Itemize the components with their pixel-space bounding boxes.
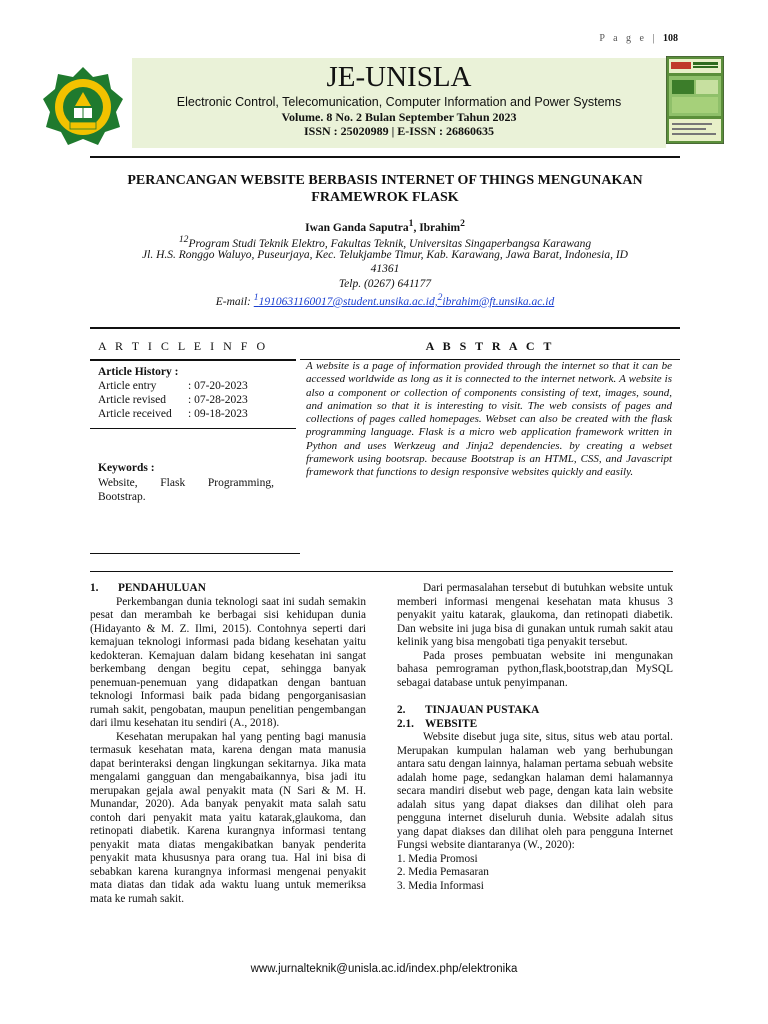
paragraph: Website disebut juga site, situs, situs web atau portal. Merupakan kumpulan halaman web yang berhubungan antara satu dengan lainnya, halaman pertama sebuah website adalah home page, sedangkan halaman demi halamannya secara mandiri disebut web page, dengan kata lain website adalah situs yang dapat diakses dan dilihat oleh para pengguna internet diseluruh dunia. Website adalah situs yang dapat diakses dan dilihat oleh para pengguna Internet Fungsi website diantaranya (W., 2020): — [397, 731, 673, 851]
history-row: Article revised : 07-28-2023 — [98, 394, 248, 406]
author-name: , Ibrahim — [413, 221, 461, 234]
journal-subtitle: Electronic Control, Telecomunication, Computer Information and Power Systems — [176, 95, 622, 109]
history-row: Article received : 09-18-2023 — [98, 408, 248, 420]
email-link-2[interactable]: $^2$ibrahim@ft.unsika.ac.id — [437, 292, 555, 308]
page-label: P a g e — [599, 33, 647, 44]
university-logo-icon — [42, 66, 124, 148]
keywords-divider — [90, 553, 300, 554]
paper-authors — [90, 218, 680, 234]
list-item: 3. Media Informasi — [397, 879, 484, 892]
body-divider — [90, 571, 673, 572]
journal-issn: ISSN : 25020989 | E-ISSN : 26860635 — [303, 124, 494, 138]
address-line: Jl. H.S. Ronggo Waluyo, Puseurjaya, Kec. Telukjambe Timur, Kab. Karawang, Jawa Barat, Indonesia, ID 41361 — [142, 249, 628, 275]
body-column-right — [397, 582, 673, 893]
journal-cover-icon — [666, 56, 724, 144]
page-number: P a g e | 108 — [599, 33, 678, 44]
list-item: 1. Media Promosi — [397, 852, 478, 865]
paragraph: Dari permasalahan tersebut di butuhkan website untuk memberi informasi mengenai kesehatan mata khusus 3 penyakit yaitu katarak, glaukoma, dan retinopati diabetik. Dan website ini juga bisa di gunakan untuk rumah sakit atau kelinik yang bisa mengobati tiga penyakit tersebut. — [397, 582, 673, 648]
email-line — [90, 292, 680, 308]
article-info-heading: A R T I C L E I N F O — [98, 339, 269, 353]
footer-url[interactable]: www.jurnalteknik@unisla.ac.id/index.php/elektronika — [250, 963, 518, 975]
list-item: 2. Media Pemasaran — [397, 866, 489, 878]
header-divider — [90, 156, 680, 158]
paragraph: Kesehatan merupakan hal yang penting bagi manusia termasuk kesehatan mata, karena dengan mata manusia dapat berinteraksi dengan lingkungan sekitarnya. Jika mata mengalami gangguan dan mengabaikannya, bisa jadi itu merupakan gejala awal penyakit mata (N Sari & M. H. Munandar, 2020). Ada banyak penyakit mata salah satu contoh dari penyakit mata yaitu katarak,glaukoma, dan retinopati diabetik. Karena kurangnya informasi tentang penyakit mata diatas mengakibatkan banyak penderita penyakit mata khususnya para orang tua. Hal ini bisa di sebabkan karena kurangnya informasi mengenai penyakit mata diatas dan tidak ada waktu luang untuk memeriksa mata ke rumah sakit. — [90, 730, 366, 905]
section-heading: 2. TINJAUAN PUSTAKA — [397, 704, 540, 716]
email-link-1[interactable]: $^1$1910631160017@student.unsika.ac.id, — [253, 292, 438, 308]
abstract-text: A website is a page of information provided through the internet so that it can be accessed worldwide as long as it is connected to the internet network. A website is also a component or collection of components consisting of text, images, sound, and animation so that it is interesting to visit. The web consists of pages and collections of pages called homepages. Webset can also be created with the flask programming language. Flask is a micro web application framework written in Python and uses Werkzeug and Jinja2 dependencies. by creating a webset framework using bootsrap. because Bootstrap is an HTML, CSS, and Javascript framework that functions to design responsive websites quickly and easily. — [306, 360, 672, 479]
journal-volume: Volume. 8 No. 2 Bulan September Tahun 2023 — [281, 110, 517, 124]
section-heading: 1. PENDAHULUAN — [90, 582, 206, 594]
subsection-heading: 2.1. WEBSITE — [397, 717, 478, 730]
paragraph: Perkembangan dunia teknologi saat ini sudah semakin pesat dan merambah ke berbagai sisi kehidupan dunia (Hidayanto & M. Z. Ilmi, 2015). Contohnya seperti dari kemajuan teknologi informasi pada bidang kesehatan yaitu kedokteran. Kemajuan dalam bidang kesehatan ini sangat berkembang dengan begitu cepat, sehingga banyak penemuan-penemuan yang didapatkan dengan bantuan teknologi Informasi baik pada bidang pengorganisasian rumah sakit, pengobatan, maupun penelitian pengembangan dari ilmu kesehatan itu sendiri (A., 2018). — [90, 595, 366, 729]
abstract-heading: A B S T R A C T — [425, 339, 555, 353]
journal-title: JE-UNISLA — [326, 61, 472, 93]
keywords-title: Keywords : — [98, 462, 155, 474]
page-number-value: 108 — [663, 33, 678, 44]
paper-title: PERANCANGAN WEBSITE BERBASIS INTERNET OF THINGS MENGUNAKAN FRAMEWROK FLASK — [127, 173, 643, 205]
history-divider — [90, 428, 296, 429]
paragraph: Pada proses pembuatan website ini mengunakan bahasa pemrograman python,flask,bootstrap,dan MySQL sebagai database untuk penyimpanan. — [397, 649, 673, 689]
article-info-divider — [90, 359, 296, 361]
author-sup: 2 — [460, 218, 465, 229]
history-row: Article entry : 07-20-2023 — [98, 380, 248, 392]
article-history-title: Article History : — [98, 366, 179, 378]
email-label: E-mail: — [215, 295, 254, 308]
title-divider — [90, 327, 680, 329]
keywords-text: Website, Flask Programming, Bootstrap. — [98, 477, 274, 503]
author-name: Iwan Ganda Saputra — [305, 221, 409, 234]
body-column-left — [90, 582, 366, 906]
affiliation-text: Program Studi Teknik Elektro, Fakultas Teknik, Universitas Singaperbangsa Karawang — [188, 237, 592, 250]
affiliation-sup: 12 — [178, 234, 189, 245]
author-sup: 1 — [408, 218, 414, 229]
telephone-line: Telp. (0267) 641177 — [338, 278, 432, 290]
